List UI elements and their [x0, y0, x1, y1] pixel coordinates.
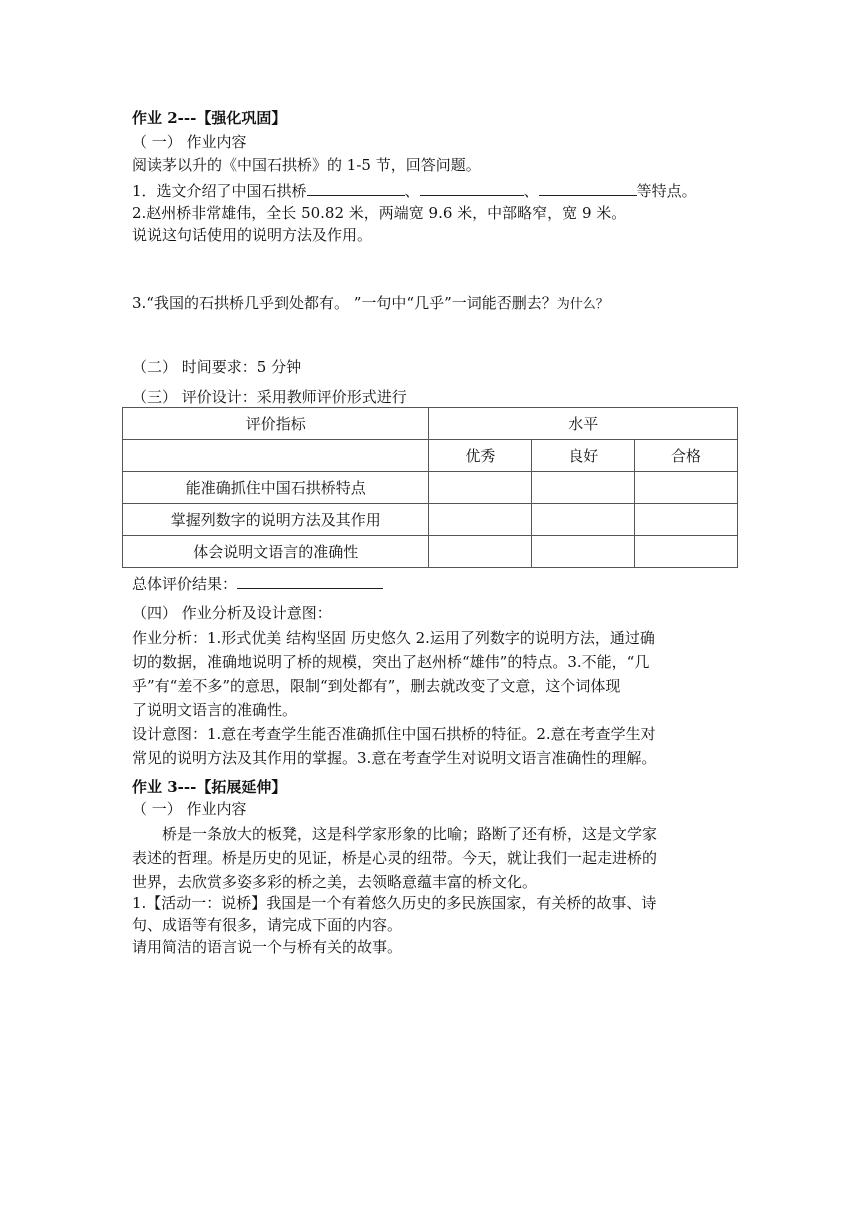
level-good: 良好 — [532, 440, 635, 472]
answer-blank-1[interactable] — [307, 180, 405, 196]
table-cell-empty[interactable] — [532, 472, 635, 504]
analysis-line: 了说明文语言的准确性。 — [132, 701, 298, 719]
header-indicator: 评价指标 — [123, 408, 429, 440]
separator: 、 — [523, 182, 539, 200]
homework-3-title: 作业 3---【拓展延伸】 — [132, 778, 287, 796]
activity-line: 请用简洁的语言说一个与桥有关的故事。 — [132, 938, 403, 956]
hw3-section-1-heading: （ 一） 作业内容 — [132, 800, 247, 818]
level-excellent: 优秀 — [429, 440, 532, 472]
answer-blank-3[interactable] — [539, 180, 637, 196]
intent-line: 常见的说明方法及其作用的掌握。3.意在考查学生对说明文语言准确性的理解。 — [132, 749, 657, 767]
analysis-line: 作业分析：1.形式优美 结构坚固 历史悠久 2.运用了列数字的说明方法，通过确 — [132, 629, 655, 647]
analysis-line: 切的数据，准确地说明了桥的规模，突出了赵州桥“雄伟”的特点。3.不能，“几 — [132, 653, 650, 671]
question-1-suffix: 等特点。 — [636, 182, 697, 200]
hw2-section-4-heading: （四） 作业分析及设计意图： — [132, 604, 332, 622]
table-cell-empty[interactable] — [429, 472, 532, 504]
question-1-prefix: 1．选文介绍了中国石拱桥 — [132, 182, 307, 200]
intro-paragraph-line: 桥是一条放大的板凳，这是科学家形象的比喻；路断了还有桥，这是文学家 — [162, 825, 658, 843]
table-cell-empty[interactable] — [635, 504, 738, 536]
intro-paragraph-line: 世界，去欣赏多姿多彩的桥之美，去领略意蕴丰富的桥文化。 — [132, 873, 538, 891]
table-cell-empty[interactable] — [532, 504, 635, 536]
table-cell-empty[interactable] — [635, 536, 738, 568]
intro-paragraph-line: 表述的哲理。桥是历史的见证，桥是心灵的纽带。今天，就让我们一起走进桥的 — [132, 849, 658, 867]
answer-blank-2[interactable] — [420, 180, 524, 196]
hw2-instruction: 阅读茅以升的《中国石拱桥》的 1-5 节，回答问题。 — [132, 156, 481, 174]
intent-line: 设计意图：1.意在考查学生能否准确抓住中国石拱桥的特征。2.意在考查学生对 — [132, 725, 656, 743]
question-1 — [132, 180, 697, 201]
table-header-row — [123, 408, 738, 440]
activity-line: 1.【活动一：说桥】我国是一个有着悠久历史的多民族国家，有关桥的故事、诗 — [132, 894, 657, 912]
table-cell-empty[interactable] — [429, 536, 532, 568]
level-pass: 合格 — [635, 440, 738, 472]
question-3-main: 3.“我国的石拱桥几乎到处都有。 ”一句中“几乎”一词能否删去？ — [132, 294, 557, 312]
table-cell-empty[interactable] — [429, 504, 532, 536]
hw2-section-1-heading: （ 一） 作业内容 — [132, 133, 247, 151]
hw2-section-3-eval: （三） 评价设计：采用教师评价形式进行 — [132, 388, 407, 406]
question-3-tail: 为什么？ — [556, 297, 609, 312]
table-row — [123, 472, 738, 504]
hw2-section-2-time: （二） 时间要求：5 分钟 — [132, 358, 302, 376]
indicator-cell: 体会说明文语言的准确性 — [123, 536, 429, 568]
table-level-row — [123, 440, 738, 472]
separator: 、 — [404, 182, 420, 200]
overall-result — [132, 573, 383, 594]
question-3 — [132, 293, 609, 315]
activity-line: 句、成语等有很多，请完成下面的内容。 — [132, 916, 403, 934]
table-cell-empty[interactable] — [635, 472, 738, 504]
question-2-line-2: 说说这句话使用的说明方法及作用。 — [132, 226, 373, 244]
analysis-line: 乎”有“差不多”的意思，限制“到处都有”，删去就改变了文意，这个词体现 — [132, 677, 621, 695]
indicator-cell: 能准确抓住中国石拱桥特点 — [123, 472, 429, 504]
table-cell-empty[interactable] — [532, 536, 635, 568]
evaluation-table — [122, 407, 738, 568]
header-level: 水平 — [429, 408, 738, 440]
indicator-cell: 掌握列数字的说明方法及其作用 — [123, 504, 429, 536]
table-row — [123, 504, 738, 536]
homework-2-title: 作业 2---【强化巩固】 — [132, 109, 287, 127]
overall-result-blank[interactable] — [237, 573, 383, 589]
table-cell-empty — [123, 440, 429, 472]
question-2-line-1: 2.赵州桥非常雄伟，全长 50.82 米，两端宽 9.6 米，中部略窄，宽 9 米。 — [132, 204, 627, 222]
overall-result-label: 总体评价结果： — [132, 575, 238, 593]
table-row — [123, 536, 738, 568]
